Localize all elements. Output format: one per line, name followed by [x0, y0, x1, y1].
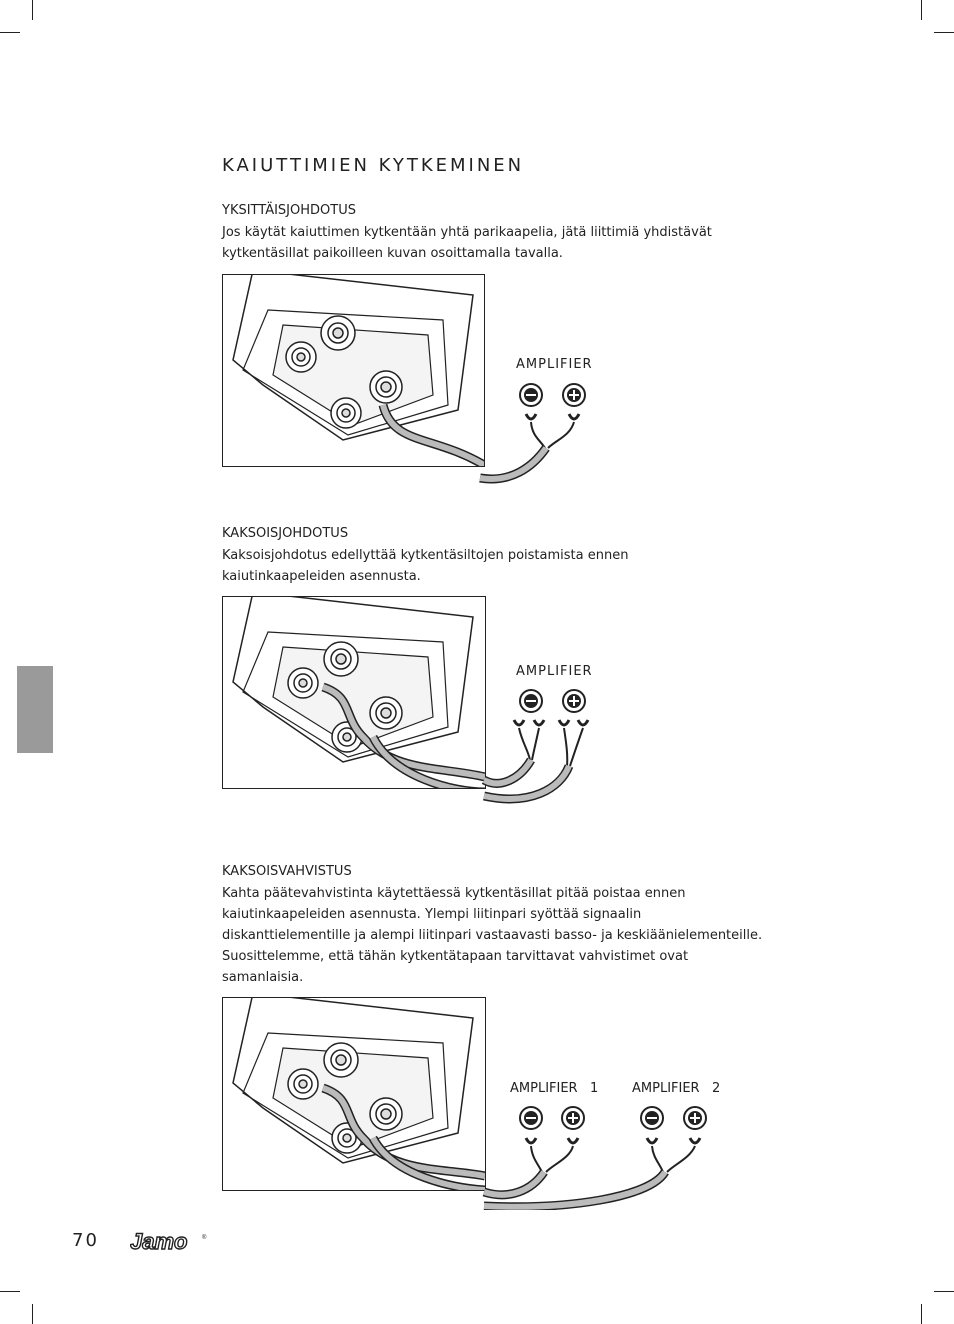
crop-mark [0, 1291, 20, 1292]
text-line: kaiutinkaapeleiden asennusta. Ylempi liitinpari syöttää signaalin [222, 907, 642, 922]
amplifier-2-label: AMPLIFIER 2 [632, 1081, 721, 1096]
page-number: 70 [72, 1230, 99, 1251]
speaker-terminal-illustration [222, 274, 485, 467]
section-text-bi-wiring [222, 545, 742, 587]
plus-circle-icon [684, 1107, 706, 1129]
page-title: KAIUTTIMIEN KYTKEMINEN [222, 155, 525, 176]
text-line: diskanttielementille ja alempi liitinpari vastaavasti basso- ja keskiäänielementeille. [222, 928, 763, 943]
plus-circle-icon [562, 1107, 584, 1129]
crop-mark [934, 32, 954, 33]
section-heading-bi-amping: KAKSOISVAHVISTUS [222, 864, 352, 879]
chapter-side-tab [17, 666, 53, 753]
minus-circle-icon [641, 1107, 663, 1129]
svg-text:Jamo: Jamo [130, 1231, 188, 1253]
amplifier-label: AMPLIFIER [516, 664, 593, 679]
plus-circle-icon [563, 384, 585, 406]
minus-circle-icon [520, 384, 542, 406]
crop-mark [0, 32, 20, 33]
amplifier-1-label: AMPLIFIER 1 [510, 1081, 599, 1096]
section-text-single-wiring [222, 222, 742, 264]
text-line: Jos käytät kaiuttimen kytkentään yhtä parikaapelia, jätä liittimiä yhdistävät [222, 225, 712, 240]
section-heading-bi-wiring: KAKSOISJOHDOTUS [222, 526, 349, 541]
text-line: Kahta päätevahvistinta käytettäessä kytkentäsillat pitää poistaa ennen [222, 886, 686, 901]
minus-circle-icon [520, 690, 542, 712]
speaker-terminal-illustration [222, 596, 486, 789]
plus-circle-icon [563, 690, 585, 712]
crop-mark [32, 1304, 33, 1324]
svg-text:®: ® [202, 1235, 207, 1241]
crop-mark [32, 0, 33, 20]
text-line: samanlaisia. [222, 970, 304, 985]
speaker-terminal-illustration [222, 997, 486, 1191]
crop-mark [921, 0, 922, 20]
section-text-bi-amping [222, 883, 763, 988]
amplifier-connection-diagram [470, 684, 600, 810]
text-line: Kaksoisjohdotus edellyttää kytkentäsiltojen poistamista ennen [222, 548, 629, 563]
bi-amp-connection-diagram [470, 1102, 720, 1210]
text-line: Suosittelemme, että tähän kytkentätapaan tarvittavat vahvistimet ovat [222, 949, 689, 964]
jamo-logo [130, 1231, 210, 1253]
crop-mark [921, 1304, 922, 1324]
minus-circle-icon [520, 1107, 542, 1129]
amplifier-connection-diagram [470, 378, 600, 486]
section-heading-single-wiring: YKSITTÄISJOHDOTUS [222, 203, 356, 218]
text-line: kaiutinkaapeleiden asennusta. [222, 569, 421, 584]
crop-mark [934, 1291, 954, 1292]
amplifier-label: AMPLIFIER [516, 357, 593, 372]
text-line: kytkentäsillat paikoilleen kuvan osoittamalla tavalla. [222, 246, 563, 261]
